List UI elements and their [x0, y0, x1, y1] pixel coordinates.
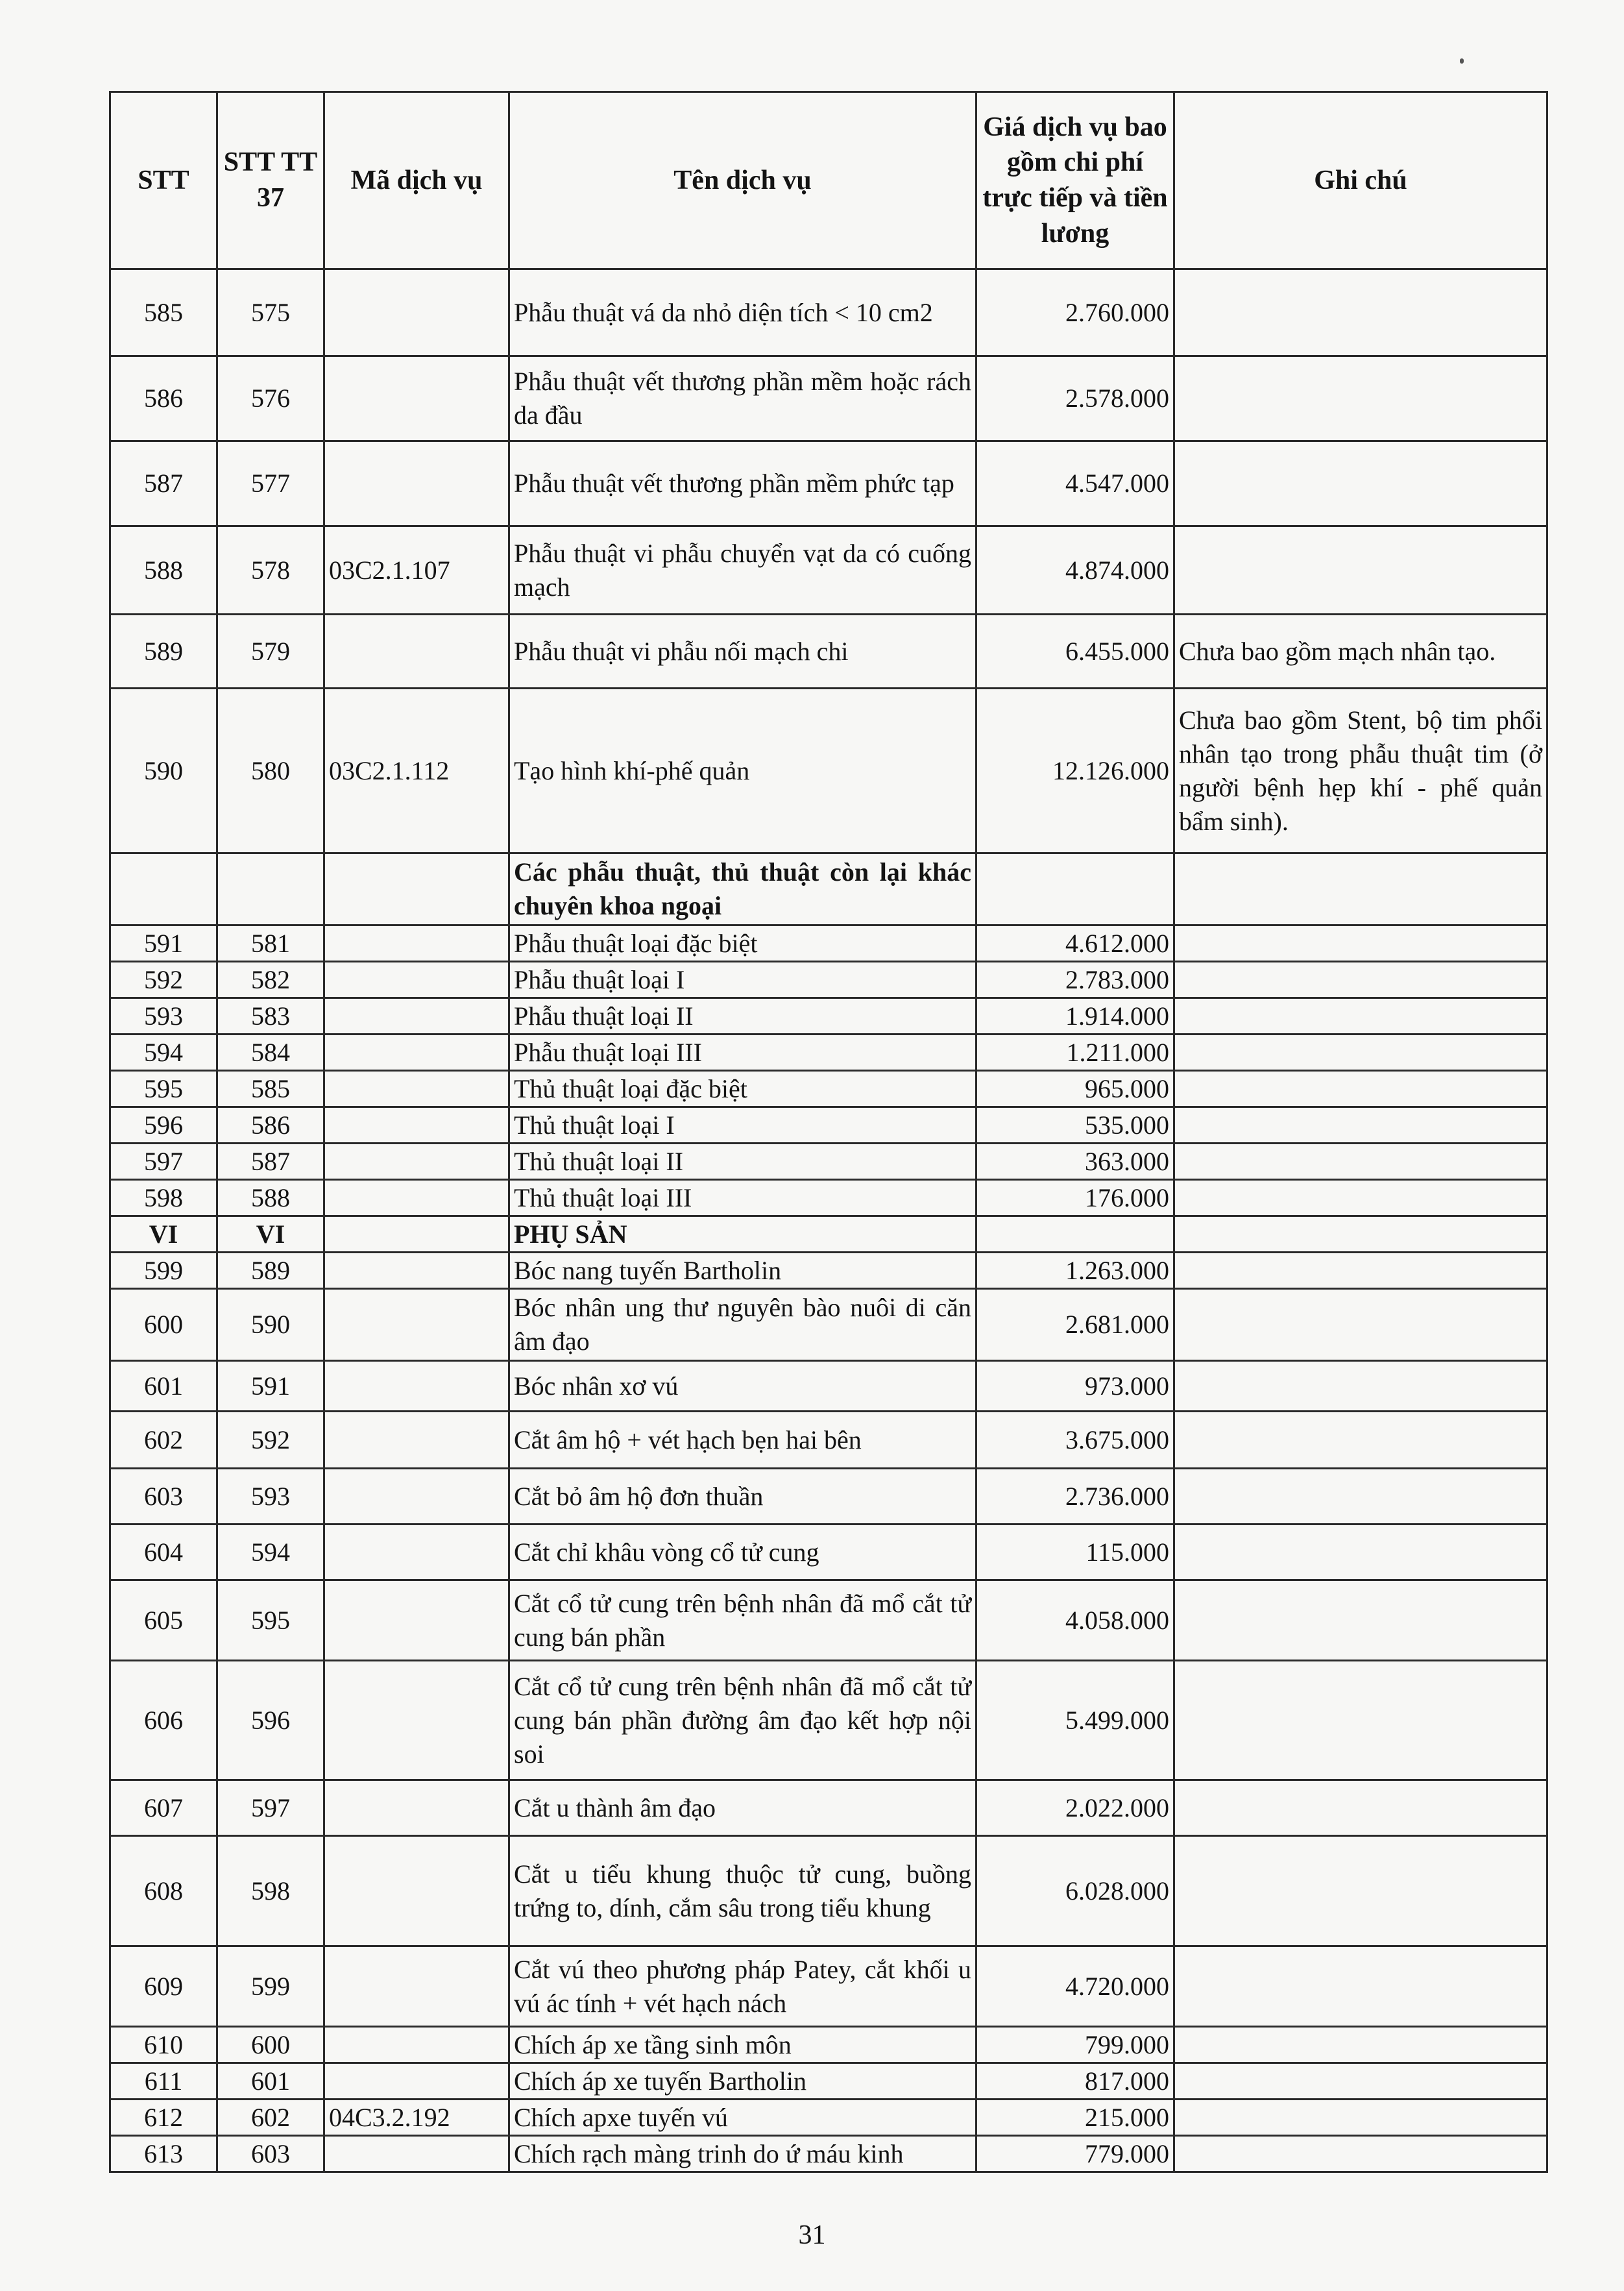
cell-notes	[1174, 998, 1547, 1035]
table-row	[110, 1144, 1547, 1180]
table-row	[110, 1836, 1547, 1946]
cell-price: 4.720.000	[976, 1946, 1174, 2027]
cell-service-name: Phẫu thuật loại III	[509, 1035, 976, 1071]
cell-stt: 597	[110, 1144, 217, 1180]
cell-stt-tt37: 590	[217, 1289, 324, 1361]
cell-stt-tt37: 584	[217, 1035, 324, 1071]
table-row	[110, 962, 1547, 998]
cell-stt-tt37: 588	[217, 1180, 324, 1216]
cell-notes	[1174, 1071, 1547, 1107]
table-row	[110, 2063, 1547, 2100]
cell-stt-tt37: 577	[217, 441, 324, 526]
cell-service-code	[324, 2136, 509, 2172]
cell-stt-tt37: 599	[217, 1946, 324, 2027]
table-row	[110, 1946, 1547, 2027]
cell-stt: 586	[110, 356, 217, 441]
header-service-code: Mã dịch vụ	[324, 92, 509, 269]
header-stt: STT	[110, 92, 217, 269]
cell-notes	[1174, 1107, 1547, 1144]
cell-stt: 590	[110, 689, 217, 853]
cell-notes	[1174, 1253, 1547, 1289]
cell-notes	[1174, 1035, 1547, 1071]
cell-price: 965.000	[976, 1071, 1174, 1107]
cell-stt: 592	[110, 962, 217, 998]
cell-price: 215.000	[976, 2100, 1174, 2136]
cell-stt-tt37: 592	[217, 1412, 324, 1469]
cell-stt-tt37: 593	[217, 1469, 324, 1525]
cell-stt-tt37: 580	[217, 689, 324, 853]
cell-stt-tt37: 585	[217, 1071, 324, 1107]
cell-notes	[1174, 925, 1547, 962]
cell-stt-tt37: 596	[217, 1661, 324, 1780]
cell-stt: 603	[110, 1469, 217, 1525]
cell-stt: 606	[110, 1661, 217, 1780]
cell-notes	[1174, 962, 1547, 998]
cell-stt: 599	[110, 1253, 217, 1289]
cell-notes	[1174, 1216, 1547, 1253]
cell-stt-tt37: 575	[217, 269, 324, 356]
cell-service-name: Phẫu thuật vi phẫu chuyển vạt da có cuống mạch	[509, 526, 976, 615]
cell-service-name: Phẫu thuật loại I	[509, 962, 976, 998]
table-row	[110, 2100, 1547, 2136]
cell-service-code	[324, 1580, 509, 1661]
cell-notes	[1174, 1469, 1547, 1525]
cell-notes	[1174, 1412, 1547, 1469]
cell-service-name: Bóc nhân ung thư nguyên bào nuôi di căn âm đạo	[509, 1289, 976, 1361]
cell-price: 535.000	[976, 1107, 1174, 1144]
cell-stt: 611	[110, 2063, 217, 2100]
cell-price: 4.058.000	[976, 1580, 1174, 1661]
cell-service-code	[324, 1946, 509, 2027]
header-service-name: Tên dịch vụ	[509, 92, 976, 269]
table-row	[110, 441, 1547, 526]
cell-service-code	[324, 1253, 509, 1289]
cell-service-code	[324, 1035, 509, 1071]
cell-stt: 604	[110, 1525, 217, 1580]
cell-service-code	[324, 1216, 509, 1253]
cell-price: 12.126.000	[976, 689, 1174, 853]
cell-price	[976, 853, 1174, 925]
cell-service-name: Cắt cổ tử cung trên bệnh nhân đã mổ cắt tử cung bán phần đường âm đạo kết hợp nội soi	[509, 1661, 976, 1780]
table-row	[110, 1412, 1547, 1469]
cell-stt-tt37: 601	[217, 2063, 324, 2100]
table-header-row	[110, 92, 1547, 269]
cell-service-name: Thủ thuật loại II	[509, 1144, 976, 1180]
cell-notes	[1174, 1946, 1547, 2027]
cell-stt-tt37: 603	[217, 2136, 324, 2172]
cell-notes	[1174, 853, 1547, 925]
cell-stt-tt37: 587	[217, 1144, 324, 1180]
cell-service-code	[324, 1107, 509, 1144]
cell-stt-tt37: 594	[217, 1525, 324, 1580]
cell-price	[976, 1216, 1174, 1253]
cell-service-code	[324, 356, 509, 441]
cell-service-code	[324, 998, 509, 1035]
cell-stt: 600	[110, 1289, 217, 1361]
cell-price: 2.783.000	[976, 962, 1174, 998]
cell-service-code	[324, 1289, 509, 1361]
cell-service-name: Thủ thuật loại III	[509, 1180, 976, 1216]
cell-stt-tt37: 581	[217, 925, 324, 962]
cell-service-code	[324, 925, 509, 962]
cell-service-code	[324, 269, 509, 356]
cell-service-code	[324, 1071, 509, 1107]
cell-service-code	[324, 441, 509, 526]
cell-service-name: Cắt cổ tử cung trên bệnh nhân đã mổ cắt tử cung bán phần	[509, 1580, 976, 1661]
cell-stt: VI	[110, 1216, 217, 1253]
cell-stt: 594	[110, 1035, 217, 1071]
cell-service-code	[324, 1661, 509, 1780]
cell-price: 2.578.000	[976, 356, 1174, 441]
cell-stt: 608	[110, 1836, 217, 1946]
cell-service-code	[324, 2063, 509, 2100]
cell-service-code: 03C2.1.107	[324, 526, 509, 615]
cell-price: 4.547.000	[976, 441, 1174, 526]
cell-price: 6.455.000	[976, 615, 1174, 689]
cell-service-name: Bóc nhân xơ vú	[509, 1361, 976, 1412]
cell-stt: 605	[110, 1580, 217, 1661]
table-row	[110, 615, 1547, 689]
cell-service-code	[324, 962, 509, 998]
cell-service-code	[324, 615, 509, 689]
cell-notes	[1174, 269, 1547, 356]
table-row	[110, 1289, 1547, 1361]
cell-notes	[1174, 2100, 1547, 2136]
cell-stt-tt37: 598	[217, 1836, 324, 1946]
cell-price: 4.874.000	[976, 526, 1174, 615]
cell-notes	[1174, 1180, 1547, 1216]
cell-stt-tt37: 597	[217, 1780, 324, 1836]
table-row	[110, 1035, 1547, 1071]
cell-price: 973.000	[976, 1361, 1174, 1412]
cell-service-code	[324, 1780, 509, 1836]
cell-stt-tt37: 579	[217, 615, 324, 689]
cell-price: 2.736.000	[976, 1469, 1174, 1525]
table-row	[110, 2136, 1547, 2172]
cell-service-code	[324, 1469, 509, 1525]
cell-stt: 588	[110, 526, 217, 615]
table-row	[110, 689, 1547, 853]
table-row	[110, 1180, 1547, 1216]
cell-stt: 613	[110, 2136, 217, 2172]
cell-service-name: Phẫu thuật vết thương phần mềm phức tạp	[509, 441, 976, 526]
cell-notes	[1174, 1780, 1547, 1836]
cell-service-name: Tạo hình khí-phế quản	[509, 689, 976, 853]
cell-price: 4.612.000	[976, 925, 1174, 962]
cell-price: 363.000	[976, 1144, 1174, 1180]
cell-service-name: Chích apxe tuyến vú	[509, 2100, 976, 2136]
cell-service-code	[324, 1412, 509, 1469]
cell-price: 799.000	[976, 2027, 1174, 2063]
cell-service-name: Chích áp xe tuyến Bartholin	[509, 2063, 976, 2100]
table-row	[110, 1661, 1547, 1780]
cell-service-name: Phẫu thuật vá da nhỏ diện tích < 10 cm2	[509, 269, 976, 356]
header-price: Giá dịch vụ bao gồm chi phí trực tiếp và tiền lương	[976, 92, 1174, 269]
cell-stt	[110, 853, 217, 925]
page-number: 31	[798, 2220, 826, 2250]
header-notes: Ghi chú	[1174, 92, 1547, 269]
cell-service-code	[324, 1361, 509, 1412]
cell-notes: Chưa bao gồm Stent, bộ tim phổi nhân tạo trong phẫu thuật tim (ở người bệnh hẹp khí - phế quản bẩm sinh).	[1174, 689, 1547, 853]
table-row	[110, 1469, 1547, 1525]
cell-stt-tt37: 591	[217, 1361, 324, 1412]
cell-price: 779.000	[976, 2136, 1174, 2172]
cell-service-name: Cắt âm hộ + vét hạch bẹn hai bên	[509, 1412, 976, 1469]
table-row	[110, 1253, 1547, 1289]
cell-price: 1.211.000	[976, 1035, 1174, 1071]
cell-price: 1.263.000	[976, 1253, 1174, 1289]
cell-notes	[1174, 1661, 1547, 1780]
cell-price: 5.499.000	[976, 1661, 1174, 1780]
cell-service-code: 04C3.2.192	[324, 2100, 509, 2136]
cell-service-name: Phẫu thuật vi phẫu nối mạch chi	[509, 615, 976, 689]
cell-stt: 601	[110, 1361, 217, 1412]
table-row	[110, 925, 1547, 962]
table-row	[110, 853, 1547, 925]
cell-notes	[1174, 1289, 1547, 1361]
cell-stt-tt37: 589	[217, 1253, 324, 1289]
cell-service-code	[324, 2027, 509, 2063]
cell-service-name: Cắt u tiểu khung thuộc tử cung, buồng trứng to, dính, cắm sâu trong tiểu khung	[509, 1836, 976, 1946]
table-row	[110, 1361, 1547, 1412]
table-row	[110, 1216, 1547, 1253]
cell-stt-tt37: VI	[217, 1216, 324, 1253]
cell-stt: 587	[110, 441, 217, 526]
cell-notes: Chưa bao gồm mạch nhân tạo.	[1174, 615, 1547, 689]
cell-service-code	[324, 1836, 509, 1946]
table-row	[110, 526, 1547, 615]
cell-service-name: Cắt vú theo phương pháp Patey, cắt khối u vú ác tính + vét hạch nách	[509, 1946, 976, 2027]
cell-price: 2.022.000	[976, 1780, 1174, 1836]
cell-stt: 610	[110, 2027, 217, 2063]
cell-price: 1.914.000	[976, 998, 1174, 1035]
table-row	[110, 356, 1547, 441]
cell-service-name: Phẫu thuật loại II	[509, 998, 976, 1035]
cell-stt-tt37: 582	[217, 962, 324, 998]
table-row	[110, 1780, 1547, 1836]
cell-price: 3.675.000	[976, 1412, 1174, 1469]
cell-notes	[1174, 1525, 1547, 1580]
cell-service-name: Cắt chỉ khâu vòng cổ tử cung	[509, 1525, 976, 1580]
cell-notes	[1174, 441, 1547, 526]
cell-stt: 591	[110, 925, 217, 962]
cell-service-name: Thủ thuật loại I	[509, 1107, 976, 1144]
cell-service-name: Cắt u thành âm đạo	[509, 1780, 976, 1836]
table-row	[110, 1107, 1547, 1144]
cell-stt: 589	[110, 615, 217, 689]
cell-service-name: Thủ thuật loại đặc biệt	[509, 1071, 976, 1107]
cell-stt: 602	[110, 1412, 217, 1469]
table-row	[110, 269, 1547, 356]
cell-notes	[1174, 2027, 1547, 2063]
header-stt-tt37: STT TT 37	[217, 92, 324, 269]
table-body	[110, 269, 1547, 2172]
cell-notes	[1174, 356, 1547, 441]
cell-stt: 609	[110, 1946, 217, 2027]
cell-price: 2.760.000	[976, 269, 1174, 356]
cell-price: 2.681.000	[976, 1289, 1174, 1361]
cell-stt-tt37: 576	[217, 356, 324, 441]
cell-service-name: Bóc nang tuyến Bartholin	[509, 1253, 976, 1289]
cell-stt-tt37: 586	[217, 1107, 324, 1144]
cell-stt: 595	[110, 1071, 217, 1107]
cell-service-name: Phẫu thuật loại đặc biệt	[509, 925, 976, 962]
cell-service-name: Chích áp xe tầng sinh môn	[509, 2027, 976, 2063]
cell-stt: 607	[110, 1780, 217, 1836]
cell-stt: 598	[110, 1180, 217, 1216]
cell-stt-tt37: 602	[217, 2100, 324, 2136]
cell-price: 6.028.000	[976, 1836, 1174, 1946]
table-row	[110, 998, 1547, 1035]
cell-price: 115.000	[976, 1525, 1174, 1580]
cell-notes	[1174, 526, 1547, 615]
cell-stt-tt37	[217, 853, 324, 925]
cell-service-code: 03C2.1.112	[324, 689, 509, 853]
cell-service-name: Phẫu thuật vết thương phần mềm hoặc rách da đầu	[509, 356, 976, 441]
cell-service-code	[324, 1144, 509, 1180]
table-row	[110, 1580, 1547, 1661]
table-row	[110, 2027, 1547, 2063]
cell-stt: 612	[110, 2100, 217, 2136]
table-row	[110, 1071, 1547, 1107]
cell-notes	[1174, 1836, 1547, 1946]
scan-speck	[1460, 58, 1464, 64]
cell-service-name: PHỤ SẢN	[509, 1216, 976, 1253]
service-price-table	[109, 91, 1548, 2173]
cell-notes	[1174, 1144, 1547, 1180]
cell-notes	[1174, 1580, 1547, 1661]
cell-service-code	[324, 1180, 509, 1216]
cell-notes	[1174, 2063, 1547, 2100]
cell-service-name: Chích rạch màng trinh do ứ máu kinh	[509, 2136, 976, 2172]
cell-notes	[1174, 2136, 1547, 2172]
cell-stt-tt37: 578	[217, 526, 324, 615]
cell-service-name: Cắt bỏ âm hộ đơn thuần	[509, 1469, 976, 1525]
cell-service-name: Các phẫu thuật, thủ thuật còn lại khác chuyên khoa ngoại	[509, 853, 976, 925]
cell-stt: 593	[110, 998, 217, 1035]
cell-stt-tt37: 595	[217, 1580, 324, 1661]
cell-service-code	[324, 853, 509, 925]
cell-stt: 596	[110, 1107, 217, 1144]
cell-notes	[1174, 1361, 1547, 1412]
cell-price: 176.000	[976, 1180, 1174, 1216]
cell-stt-tt37: 600	[217, 2027, 324, 2063]
cell-stt: 585	[110, 269, 217, 356]
cell-service-code	[324, 1525, 509, 1580]
cell-stt-tt37: 583	[217, 998, 324, 1035]
cell-price: 817.000	[976, 2063, 1174, 2100]
table-row	[110, 1525, 1547, 1580]
